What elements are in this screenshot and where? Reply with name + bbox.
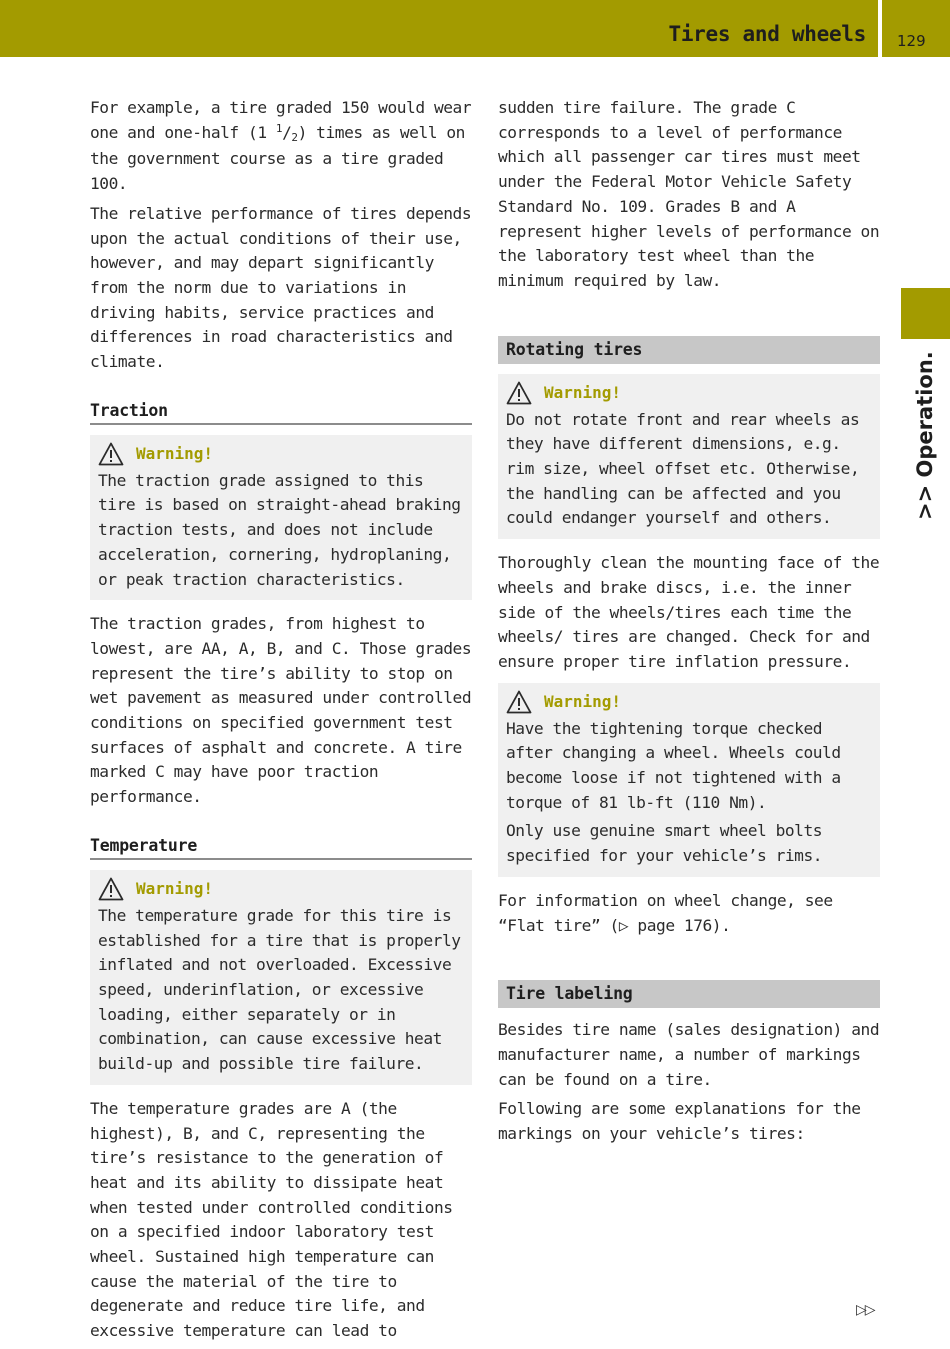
page-number: 129 — [897, 32, 926, 50]
warning-text: Only use genuine smart wheel bolts specified for your vehicle’s rims. — [506, 821, 823, 866]
warning-label: Warning! — [136, 879, 214, 899]
temperature-heading: Temperature — [90, 836, 472, 860]
warning-text: Do not rotate front and rear wheels as they have different dimensions, e.g. rim size, wheel offset etc. Otherwise, the handling can be affected and you could endanger yourself and others. — [506, 409, 860, 528]
tire-labeling-heading: Tire labeling — [498, 980, 880, 1008]
rotating-warning — [498, 374, 880, 540]
traction-warning — [90, 435, 472, 601]
chapter-tab[interactable] — [913, 352, 937, 522]
warning-triangle-icon — [506, 381, 532, 405]
rotating-tires-heading: Rotating tires — [498, 336, 880, 364]
temperature-warning — [90, 870, 472, 1085]
explanations-paragraph: Following are some explanations for the markings on your vehicle’s tires: — [498, 1099, 861, 1144]
mounting-face-paragraph: Thoroughly clean the mounting face of the wheels and brake discs, i.e. the inner side of the wheels/tires each time the wheels/ tires are changed. Check for and ensure proper tire inflation pressure. — [498, 553, 880, 671]
page-title: Tires and wheels — [668, 22, 866, 46]
warning-triangle-icon — [98, 877, 124, 901]
left-column — [90, 96, 472, 1349]
warning-label: Warning! — [136, 444, 214, 464]
grade-c-paragraph: sudden tire failure. The grade C corresponds to a level of performance which all passenger car tires must meet under the Federal Motor Vehicle Safety Standard No. 109. Grades B and A represent higher levels of performance on the laboratory test wheel than the minimum required by law. — [498, 98, 880, 290]
warning-triangle-icon — [506, 690, 532, 714]
intro-paragraph: For example, a tire graded 150 would wear one and one-half (1 $^1$/2) times as well on the government course as a tire graded 100. — [90, 98, 472, 194]
chapter-tab-marker — [901, 288, 950, 339]
warning-text: The temperature grade for this tire is established for a tire that is properly inflated and not overloaded. Excessive speed, underinflation, or excessive loading, either separately or in combination, can cause excessive heat build-up and possible tire failure. — [98, 905, 461, 1074]
warning-text: The traction grade assigned to this tire is based on straight-ahead braking traction tests, and does not include acceleration, cornering, hydroplaning, or peak traction characteristics. — [98, 470, 461, 589]
warning-text: Have the tightening torque checked after changing a wheel. Wheels could become loose if not tightened with a torque of 81 lb-ft (110 Nm). — [506, 718, 841, 812]
warning-label: Warning! — [544, 383, 622, 403]
warning-triangle-icon — [98, 442, 124, 466]
tire-labeling-paragraph: Besides tire name (sales designation) and manufacturer name, a number of markings can be found on a tire. — [498, 1020, 880, 1089]
traction-heading: Traction — [90, 401, 472, 425]
temperature-paragraph: The temperature grades are A (the highest), B, and C, representing the tire’s resistance to the generation of heat and its ability to dissipate heat when tested under controlled conditions on a specified indoor laboratory test wheel. Sustained high temperature can cause the material of the tire to degenerate and reduce tire life, and excessive temperature can lead to — [90, 1098, 453, 1341]
chapter-tab-label: >> Operation. — [913, 351, 937, 520]
continued-icon: ▷▷ — [856, 1302, 874, 1318]
relative-performance-paragraph: The relative performance of tires depends upon the actual conditions of their use, however, and may depart significantly from the norm due to variations in driving habits, service practices and differences in road characteristics and climate. — [90, 203, 472, 372]
traction-paragraph: The traction grades, from highest to lowest, are AA, A, B, and C. Those grades represent the tire’s ability to stop on wet pavement as measured under controlled conditions on specified government test surfaces of asphalt and concrete. A tire marked C may have poor traction performance. — [90, 614, 472, 807]
right-column — [498, 96, 880, 1152]
torque-warning — [498, 683, 880, 877]
warning-label: Warning! — [544, 692, 622, 712]
wheel-change-reference[interactable]: For information on wheel change, see “Flat tire” (▷ page 176). — [498, 890, 833, 935]
